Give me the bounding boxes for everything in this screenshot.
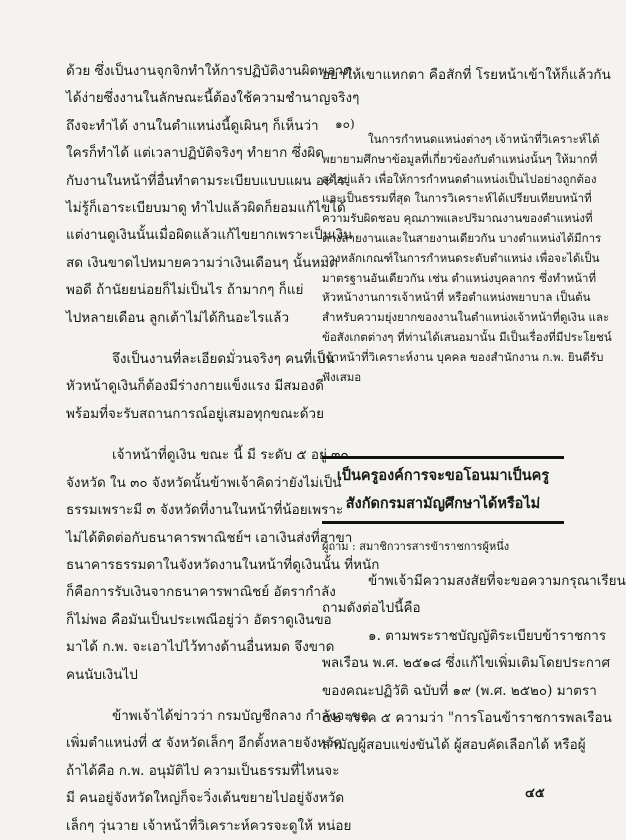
text-line: ใครก็ทำได้ แต่เวลาปฏิบัติจริงๆ ทำยาก ซึ่งผิด: [66, 145, 325, 162]
text-line: มาได้ ก.พ. จะเอาไปไว้ทางด้านอื่นหมด จึงขาด: [66, 639, 335, 656]
note-marker: ๑๐): [335, 117, 355, 131]
headline-line: สังกัดกรมสามัญศึกษาได้หรือไม่: [345, 495, 541, 512]
text-line: จึงเป็นงานที่ละเอียดมั่วนจริงๆ คนที่เป็น: [112, 351, 335, 368]
paragraph-2: [66, 346, 335, 428]
text-line: ถ้าได้คือ ก.พ. อนุมัติไป ความเป็นธรรมที่ไหนจะ: [66, 762, 340, 779]
text-line: ต่างสายงานและในสายงานเดียวกัน บางตำแหน่งได้มีการ: [322, 230, 602, 245]
text-line: มาตรฐานอันเดียวกัน เช่น ตำแหน่งบุคลากร ซึ่งทำหน้าที่: [322, 270, 597, 285]
text-line: ๑. ตามพระราชบัญญัติระเบียบข้าราชการ: [368, 627, 607, 644]
text-line: ในการกำหนดแหน่งต่างๆ เจ้าหน้าที่วิเคราะห์ได้: [368, 132, 600, 146]
text-line: ด้วย ซึ่งเป็นงานจุกจิกทำให้การปฏิบัติงานผิดพลาด: [66, 63, 352, 79]
text-line: ก็คือการรับเงินจากธนาคารพาณิชย์ อัตรากำลัง: [66, 584, 336, 601]
text-line: พอดี ถ้านัยยน่อยก็ไม่เป็นไร ถ้ามากๆ ก็แย่: [66, 282, 304, 299]
text-line: พร้อมที่จะรับสถานการณ์อยู่เสมอทุกขณะด้วย: [66, 405, 325, 422]
text-line: สด เงินขาดไปหมายความว่าเงินเดือนๆ นั้นหมด: [66, 254, 338, 271]
text-line: เจ้าหน้าที่ดูเงิน ขณะ นี้ มี ระดับ ๕ อยู่ ๓๐: [112, 447, 349, 464]
text-line: ข้อสังเกตต่างๆ ที่ท่านได้เสนอมานั้น มีเป็นเรื่องที่มีประโยชน์: [322, 329, 612, 344]
article-headline: [322, 456, 564, 524]
text-line: ไม่รู้ก็เอาระเบียบมาดู ทำไปแล้วผิดก็ยอมแก้ไขได้: [66, 200, 346, 217]
text-line: ธนาคารธรรมดาในจังหวัดงานในหน้าที่ดูเงินนั้น ที่หนัก: [66, 556, 380, 573]
text-line: ข้าพเจ้าได้ข่าวว่า กรมบัญชีกลาง กำลังจะขอ: [112, 707, 369, 724]
text-line: เพิ่มตำแหน่งที่ ๕ จังหวัดเล็กๆ อีกตั้งหลายจังหวัด: [66, 735, 343, 752]
note-text: [322, 130, 612, 387]
text-line: สามัญผู้สอบแข่งขันได้ ผู้สอบคัดเลือกได้ หรือผู้: [322, 737, 586, 754]
text-line: ๕๒ วรรค ๕ ความว่า "การโอนข้าราชการพลเรือน: [322, 710, 612, 727]
text-line: ของคณะปฏิวัติ ฉบับที่ ๑๙ (พ.ศ. ๒๕๒๐) มาตรา: [322, 682, 597, 699]
text-line: แต่งานดูเงินนั้นเมื่อผิดแล้วแก้ไขยากเพราะเป็นเงิน: [66, 227, 353, 244]
page-number: ๔๕: [525, 786, 545, 801]
text-line: พยายามศึกษาข้อมูลที่เกี่ยวข้องกับตำแหน่งนั้นๆ ให้มากที่: [322, 151, 598, 166]
text-line: ก็ไม่พอ คือมันเป็นประเพณีอยู่ว่า อัตราดูเงินขอ: [66, 611, 332, 628]
paragraph-4: [66, 703, 369, 840]
text-line: จังหวัด ใน ๓๐ จังหวัดนั้นข้าพเจ้าคิดว่ายังไม่เป็น: [66, 474, 342, 491]
text-line: หัวหน้างานการเจ้าหน้าที่ หรือตำแหน่งพยาบาล เป็นต้น: [322, 290, 591, 305]
text-line: ถึงจะทำได้ งานในตำแหน่งนี้ดูเผินๆ ก็เห็นว่า: [66, 117, 319, 134]
editor-note: [322, 130, 612, 387]
text-line: ได้ง่ายซึ่งงานในลักษณะนี้ต้องใช้ความชำนาญจริงๆ: [66, 90, 360, 107]
question-body: [322, 568, 626, 760]
text-line: ฟังเสมอ: [322, 369, 362, 384]
text-line: สำหรับความยุ่งยากของงานในตำแหน่งเจ้าหน้าที่ดูเงิน และ: [322, 310, 610, 325]
text-line: หัวหน้าดูเงินก็ต้องมีร่างกายแข็งแรง มีสมองดี: [66, 378, 324, 395]
headline-line: เป็นครูองค์การจะขอโอนมาเป็นครู: [336, 467, 550, 484]
text-line: ไม่ได้ติดต่อกับธนาคารพาณิชย์ฯ เอาเงินส่งที่สาขา: [66, 529, 353, 546]
text-line: ธรรมเพราะมี ๓ จังหวัดที่งานในหน้าที่น้อยเพราะ: [66, 502, 344, 519]
question-text: [322, 568, 626, 760]
questioner-line: ผู้ถาม : สมาชิกวารสารข้าราชการผู้หนึ่ง: [322, 540, 510, 553]
text-line: ถามดังต่อไปนี้คือ: [322, 600, 421, 617]
text-line: กับงานในหน้าที่อื่นทำตามระเบียบแบบแผน อะไร: [66, 172, 346, 189]
text-line: เล็กๆ วุ่นวาย เจ้าหน้าที่วิเคราะห์ควรจะดูให้ หน่อย: [66, 817, 352, 834]
text-line: วางหลักเกณฑ์ในการกำหนดระดับตำแหน่ง เพื่อจะได้เป็น: [322, 250, 600, 265]
text-line: สุดอยู่แล้ว เพื่อให้การกำหนดตำแหน่งเป็นไปอย่างถูกต้อง: [322, 171, 597, 186]
continued-line: อย่าให้เขาแหกตา คือสักที่ โรยหน้าเข้าให้ก็แล้วกัน: [322, 67, 611, 83]
text-line: ไปหลายเดือน ลูกเต้าไม่ได้กินอะไรแล้ว: [66, 309, 290, 326]
text-line: ข้าพเจ้ามีความสงสัยที่จะขอความกรุณาเรียน: [368, 573, 626, 589]
text-line: คนนับเงินไป: [66, 666, 138, 683]
text-line: มี คนอยู่จังหวัดใหญ่ก็จะวิ่งเต้นขยายไปอยู่จังหวัด: [66, 790, 345, 807]
text-line: เจ้าหน้าที่วิเคราะห์งาน บุคคล ของสำนักงาน ก.พ. ยินดีรับ: [322, 349, 604, 364]
text-line: พลเรือน พ.ศ. ๒๕๑๘ ซึ่งแก้ไขเพิ่มเติมโดยประกาศ: [322, 655, 611, 672]
text-line: ความรับผิดชอบ คุณภาพและปริมาณงานของตำแหน่งที่: [322, 211, 593, 226]
text-line: และเป็นธรรมที่สุด ในการวิเคราะห์ได้เปรียบเทียบหน้าที่: [322, 191, 592, 206]
